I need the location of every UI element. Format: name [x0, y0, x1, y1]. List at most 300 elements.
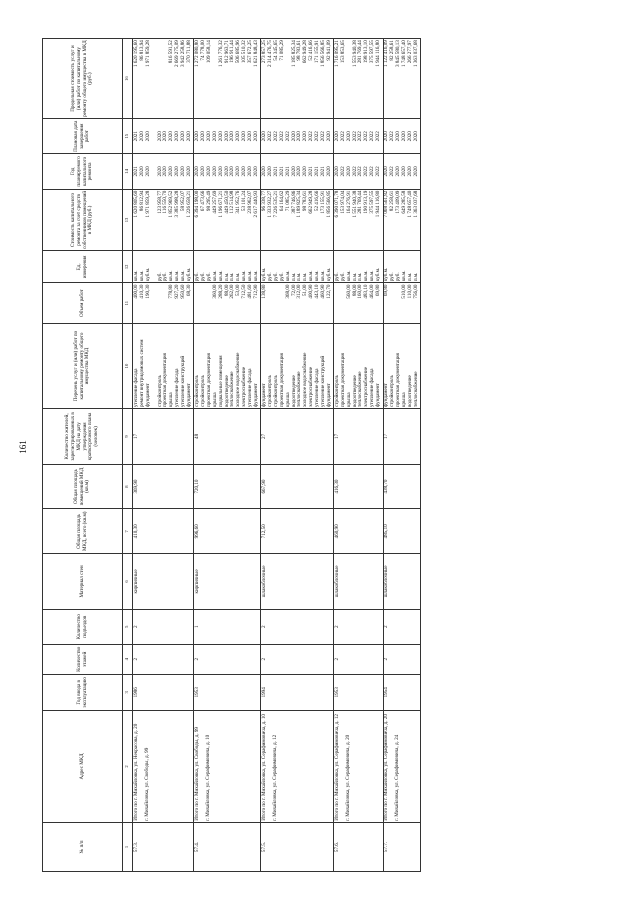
volumes-line: 312,00: [296, 284, 303, 299]
volumes-line: 400,90: [308, 284, 315, 299]
limits-line: 816 591,52: [168, 40, 175, 64]
address-total: Итого по г. Михайловка, ул. Серафимовича, д. 20: [383, 714, 390, 821]
volumes-line: 483,10: [363, 284, 370, 299]
limits-line: 82 258,61: [389, 40, 396, 61]
limits: [334, 39, 383, 119]
end-years: [334, 119, 383, 154]
column-header-10: Перечень услуг и (или) работ по капитальному ремонту общего имущества МКД: [43, 323, 123, 408]
column-number: 9: [123, 409, 133, 464]
units-line: кв.м.: [400, 270, 407, 282]
volumes: [334, 283, 383, 324]
plan-years-line: 2020: [412, 166, 419, 177]
end-years-line: 2020: [325, 131, 332, 142]
address-total: Итого по г. Михайловка, ул. Серафимовича, д. 12: [333, 714, 340, 821]
works-line: утепление конструкций: [180, 355, 187, 407]
column-number: 1: [123, 822, 133, 871]
limits-line: 1 944 116,80: [375, 40, 382, 67]
end-years-line: 2020: [261, 131, 268, 142]
units: [133, 251, 194, 283]
plan-years-line: 2021: [284, 166, 291, 177]
plan-years-line: 2020: [406, 166, 413, 177]
costs: [261, 189, 334, 251]
plan-years: [133, 154, 194, 189]
plan-years-line: 2020: [180, 166, 187, 177]
column-header-4: Количество этажей: [43, 644, 123, 674]
costs-line: 96 338,77: [261, 190, 268, 212]
units-line: п.м.: [351, 272, 358, 282]
works-line: электроснабжение: [241, 367, 248, 407]
area-total: 712,50: [261, 509, 334, 554]
costs-line: 7 226 535,21: [272, 190, 279, 218]
end-years-line: 2022: [357, 131, 364, 142]
units-line: руб.: [194, 272, 201, 282]
plan-years-line: 2021: [272, 166, 279, 177]
works-line: стройконтроль: [199, 374, 206, 407]
works-line: проектная документация: [162, 353, 169, 407]
units-line: руб.: [333, 272, 340, 282]
plan-years-line: 2020: [174, 166, 181, 177]
end-years-line: 2021: [132, 131, 139, 142]
limits-line: 1 716 095,21: [333, 40, 340, 67]
plan-years-line: 2020: [241, 166, 248, 177]
volumes-line: 68,30: [185, 284, 192, 297]
end-years-line: 2020: [185, 131, 192, 142]
plan-years-line: 2022: [389, 166, 396, 177]
table-row: [133, 39, 194, 872]
limits-line: 1 185 825,34: [290, 40, 297, 67]
works-line: крыша: [211, 392, 218, 407]
works-line: утепление фасада: [369, 368, 376, 407]
row-number: 57.4.: [194, 822, 261, 871]
works-line: крыша: [400, 392, 407, 407]
plan-years-line: 2020: [235, 166, 242, 177]
plan-years-line: 2020: [395, 166, 402, 177]
capital-repair-plan-table: [42, 38, 421, 872]
works-line: стройконтроль: [333, 374, 340, 407]
column-number: 5: [123, 609, 133, 644]
limits-line: 273 857,25: [261, 40, 268, 64]
column-number: 4: [123, 644, 133, 674]
end-years-line: 2020: [217, 131, 224, 142]
column-header-13: Стоимость капитального ремонта за счет средств собственников помещений в МКД (руб.): [43, 189, 123, 251]
plan-years-line: 2020: [252, 166, 259, 177]
units-line: кв.м.: [319, 270, 326, 282]
volumes-line: 778,80: [168, 284, 175, 299]
volumes-line: 51,00: [302, 284, 309, 297]
limits-line: 196 911,44: [229, 40, 236, 63]
plan-years: [261, 154, 334, 189]
costs-line: 98 783,61: [302, 190, 309, 212]
end-years-line: 2022: [284, 131, 291, 142]
works-line: электроснабжение: [308, 367, 315, 407]
volumes-line: 560,00: [345, 284, 352, 299]
address: г. Михайловка, ул. Серафимовича, д. 10: [204, 734, 211, 821]
plan-years-line: 2020: [333, 166, 340, 177]
limits-line: 2 314 476,75: [266, 40, 273, 67]
works-line: теплоснабжение: [296, 371, 303, 407]
plan-years-line: 2020: [290, 166, 297, 177]
end-years-line: 2020: [168, 131, 175, 142]
costs-line: 116 550,70: [162, 190, 169, 214]
limits-line: 662 949,28: [302, 40, 309, 64]
wall-material: шлакоблочные: [334, 554, 383, 609]
costs-line: 375 597,55: [369, 190, 376, 214]
plan-years-line: 2022: [369, 166, 376, 177]
plan-years-line: 2020: [302, 166, 309, 177]
volumes-line: 400,00: [132, 284, 139, 299]
column-number-row: [123, 39, 133, 872]
works-line: теплоснабжение: [412, 371, 419, 407]
volumes-line: 88,00: [351, 284, 358, 297]
costs-line: 3 385 998,28: [174, 190, 181, 218]
limits-line: 171 155,91: [314, 40, 321, 64]
works-line: стройконтроль: [266, 374, 273, 407]
limits-line: 506 685,96: [235, 40, 242, 64]
volumes: [133, 283, 194, 324]
address-cell: [334, 710, 383, 822]
plan-years-line: 2022: [351, 166, 358, 177]
units-line: кв.м.: [217, 270, 224, 282]
limits-line: 198 913,10: [363, 40, 370, 64]
plan-years-line: 2020: [156, 166, 163, 177]
wall-material: кирпичные: [194, 554, 261, 609]
units-line: куб.м.: [261, 267, 268, 282]
costs-line: 98 295,49: [205, 190, 212, 212]
row-number: 57.7.: [383, 822, 421, 871]
table-row: [261, 39, 334, 872]
end-years-line: 2020: [290, 131, 297, 142]
plan-years-line: 2020: [199, 166, 206, 177]
costs-line: 6 394 198,00: [194, 190, 201, 218]
address-cell: [261, 710, 334, 822]
column-number: 15: [123, 119, 133, 154]
limits-line: 375 597,55: [369, 40, 376, 64]
end-years-line: 2020: [296, 131, 303, 142]
end-years-line: 2020: [199, 131, 206, 142]
column-number: 11: [123, 283, 133, 324]
column-number: 8: [123, 464, 133, 509]
volumes: [194, 283, 261, 324]
volumes-line: 360,00: [211, 284, 218, 299]
end-years-line: 2020: [194, 131, 201, 142]
end-years-line: 2020: [223, 131, 230, 142]
plan-years-line: 2020: [205, 166, 212, 177]
plan-years-line: 2022: [375, 166, 382, 177]
units-line: руб.: [156, 272, 163, 282]
plan-years-line: 2021: [308, 166, 315, 177]
limits-line: 3 942 258,86: [180, 40, 187, 67]
volumes-line: 72,00: [290, 284, 297, 297]
end-years-line: 2022: [375, 131, 382, 142]
costs-line: 1 944 116,80: [375, 190, 382, 218]
end-years-line: 2020: [247, 131, 254, 142]
units-line: куб.м.: [185, 267, 192, 282]
limits-line: 92 941,09: [325, 40, 332, 61]
column-number: 6: [123, 554, 133, 609]
volumes: [383, 283, 421, 324]
works-line: утепление фасада: [247, 368, 254, 407]
works-line: фундамент: [261, 383, 268, 407]
units-line: куб.м.: [325, 267, 332, 282]
residents: 17: [334, 409, 383, 464]
end-years-line: 2020: [180, 131, 187, 142]
units-line: п.м.: [406, 272, 413, 282]
works-line: фундамент: [383, 383, 390, 407]
works-line: крыша: [168, 392, 175, 407]
units-line: кв.м.: [168, 270, 175, 282]
costs-line: 1 551 940,38: [351, 190, 358, 218]
end-years-line: 2020: [174, 131, 181, 142]
end-years-line: 2020: [211, 131, 218, 142]
column-number: 10: [123, 323, 133, 408]
units-line: кв.м.: [308, 270, 315, 282]
build-year: 1954: [383, 674, 421, 710]
limits-line: 3 845 580,13: [395, 40, 402, 67]
units-line: п.м.: [302, 272, 309, 282]
plan-years-line: 2020: [296, 166, 303, 177]
units-line: куб.м.: [375, 267, 382, 282]
plan-years-line: 2020: [194, 166, 201, 177]
works-line: проектная документация: [205, 353, 212, 407]
end-years: [133, 119, 194, 154]
works-line: крыша: [284, 392, 291, 407]
end-years-line: 2020: [383, 131, 390, 142]
end-years-line: 2020: [241, 131, 248, 142]
costs-line: 173 409,09: [395, 190, 402, 214]
works-line: проектная документация: [278, 353, 285, 407]
units: [334, 251, 383, 283]
table-row: [383, 39, 421, 872]
units-line: п.м.: [235, 272, 242, 282]
plan-years: [334, 154, 383, 189]
row-number: 57.3.: [133, 822, 194, 871]
table-body: [133, 39, 421, 872]
works-line: водоотведение: [223, 375, 230, 407]
plan-years-line: 2020: [144, 166, 151, 177]
costs-line: 1 856 566,85: [325, 190, 332, 218]
area-total: 996,60: [194, 509, 261, 554]
area-total: 485,10: [383, 509, 421, 554]
volumes-line: 288,20: [217, 284, 224, 299]
works-line: фундамент: [144, 383, 151, 407]
works-line: утепление фасада: [132, 368, 139, 407]
costs-line: 449 450,50: [223, 190, 230, 214]
volumes-line: 464,00: [369, 284, 376, 299]
limits-line: 912 963,71: [223, 40, 230, 64]
end-years-line: 2022: [339, 131, 346, 142]
limits-line: 1 971 859,28: [144, 40, 151, 67]
works-line: фундамент: [252, 383, 259, 407]
plan-years-line: 2021: [319, 166, 326, 177]
end-years-line: 2022: [266, 131, 273, 142]
plan-years-line: 2020: [223, 166, 230, 177]
end-years-line: 2022: [278, 131, 285, 142]
address-cell: [383, 710, 421, 822]
limits: [194, 39, 261, 119]
residents: 27: [261, 409, 334, 464]
column-header-16: Предельная стоимость услуг и (или) работ по капитальному ремонту общего имущества в МКД (руб.): [43, 39, 123, 119]
end-years: [194, 119, 261, 154]
volumes-line: 756,00: [412, 284, 419, 299]
end-years-line: 2020: [162, 131, 169, 142]
plan-years-line: 2020: [266, 166, 273, 177]
limits-line: 98 783,61: [296, 40, 303, 61]
address-cell: [133, 710, 194, 822]
end-years-line: 2020: [400, 131, 407, 142]
end-years-line: 2022: [272, 131, 279, 142]
costs-line: 82 258,61: [389, 190, 396, 212]
volumes-line: 190,30: [144, 284, 151, 299]
plan-years-line: 2020: [168, 166, 175, 177]
volumes-line: 69,80: [383, 284, 390, 297]
limits-line: 153 853,65: [339, 40, 346, 64]
volumes-line: 122,70: [325, 284, 332, 299]
wall-material: шлакоблочные: [261, 554, 334, 609]
units-line: п.м.: [412, 272, 419, 282]
units-line: п.м.: [296, 272, 303, 282]
address-total: Итого по г. Михайловка, ул. Серафимовича, д. 10: [261, 714, 268, 821]
units-line: кв.м.: [174, 270, 181, 282]
area-rooms: 667,90: [261, 464, 334, 509]
column-header-1: № п/п: [43, 822, 123, 871]
volumes-line: 927,20: [174, 284, 181, 299]
units-line: руб.: [278, 272, 285, 282]
area-rooms: 720,10: [194, 464, 261, 509]
costs-line: 1 852 969,52: [168, 190, 175, 218]
works-line: холодное водоснабжение: [302, 352, 309, 407]
plan-years-line: 2022: [339, 166, 346, 177]
units-line: руб.: [162, 272, 169, 282]
costs-line: 662 949,28: [308, 190, 315, 214]
plan-years-line: 2020: [247, 166, 254, 177]
column-number: 7: [123, 509, 133, 554]
plan-years-line: 2020: [383, 166, 390, 177]
units-line: куб.м.: [383, 267, 390, 282]
address: г. Михайловка, ул. Свободы, д. 99: [143, 747, 150, 821]
plan-years: [383, 154, 421, 189]
works-line: ремонт внутридомовых систем: [138, 339, 145, 407]
build-year: 1986: [133, 674, 194, 710]
area-rooms: 438,70: [383, 464, 421, 509]
end-years-line: 2022: [308, 131, 315, 142]
end-years-line: 2020: [406, 131, 413, 142]
plan-years-line: 2020: [138, 166, 145, 177]
plan-years-line: 2020: [185, 166, 192, 177]
end-years-line: 2020: [252, 131, 259, 142]
works-line: холодное водоснабжение: [235, 352, 242, 407]
end-years-line: 2020: [138, 131, 145, 142]
limits-line: 52 416,66: [308, 40, 315, 61]
end-years-line: 2022: [351, 131, 358, 142]
volumes-line: 138,80: [261, 284, 268, 299]
costs-line: 1 226 658,21: [185, 190, 192, 218]
costs-line: 1 363 037,68: [412, 190, 419, 218]
end-years-line: 2020: [144, 131, 151, 142]
works-line: фундамент: [325, 383, 332, 407]
end-years-line: 2020: [235, 131, 242, 142]
works-line: водоотведение: [290, 375, 297, 407]
address-cell: [194, 710, 261, 822]
build-year: 1953: [194, 674, 261, 710]
limits: [383, 39, 421, 119]
costs-line: 164 276,91: [345, 190, 352, 214]
limits-line: 357 672,25: [247, 40, 254, 64]
works-line: водоотведение: [351, 375, 358, 407]
limits-line: 1 272 080,80: [194, 40, 201, 67]
works-line: водоотведение: [406, 375, 413, 407]
plan-years-line: 2021: [278, 166, 285, 177]
limits-line: 281 769,44: [357, 40, 364, 64]
plan-years-line: 2020: [325, 166, 332, 177]
column-header-15: Плановая дата завершения работ: [43, 119, 123, 154]
costs-line: 1 333 932,27: [266, 190, 273, 218]
units: [261, 251, 334, 283]
limits-line: 2 669 275,09: [174, 40, 181, 67]
entrances: 2: [334, 609, 383, 644]
costs: [194, 189, 261, 251]
works: [383, 323, 421, 408]
costs-line: 387 746,86: [290, 190, 297, 214]
costs-line: 52 416,66: [314, 190, 321, 212]
costs-line: 1 971 859,28: [144, 190, 151, 218]
table-row: [334, 39, 383, 872]
address-total: Итого по г. Михайловка, ул. Некрасова, д. 20: [132, 723, 139, 821]
end-years-line: 2020: [333, 131, 340, 142]
volumes-line: 443,10: [314, 284, 321, 299]
column-number: 12: [123, 251, 133, 283]
limits-line: 74 778,00: [199, 40, 206, 61]
plan-years-line: 2020: [229, 166, 236, 177]
limits: [133, 39, 194, 119]
costs-line: 449 257,69: [211, 190, 218, 214]
row-number: 57.5.: [261, 822, 334, 871]
column-header-14: Год планируемого капитального ремонта: [43, 154, 123, 189]
floors: 2: [334, 644, 383, 674]
end-years-line: 2020: [229, 131, 236, 142]
works-line: стройконтроль: [272, 374, 279, 407]
address: г. Михайловка, ул. Серафимовича, д. 20: [344, 734, 351, 821]
costs-line: 341 952,76: [235, 190, 242, 214]
plan-years-line: 2021: [132, 166, 139, 177]
column-number: 13: [123, 189, 133, 251]
costs-line: 190 913,19: [363, 190, 370, 214]
floors: 2: [133, 644, 194, 674]
units: [194, 251, 261, 283]
limits-line: 1 856 566,85: [319, 40, 326, 67]
volumes-line: 410,30: [138, 284, 145, 299]
end-years: [383, 119, 421, 154]
units-line: кв.м.: [247, 270, 254, 282]
limits-line: 370 711,88: [185, 40, 192, 63]
works-line: проектная документация: [395, 353, 402, 407]
costs-line: 2 617 440,93: [252, 190, 259, 218]
area-rooms: 369,90: [133, 464, 194, 509]
column-number: 3: [123, 674, 133, 710]
works-line: фундамент: [185, 383, 192, 407]
end-years-line: 2022: [314, 131, 321, 142]
end-years-line: 2022: [369, 131, 376, 142]
volumes-line: 368,00: [284, 284, 291, 299]
entrances: 1: [194, 609, 261, 644]
plan-years-line: 2022: [357, 166, 364, 177]
units-line: кв.м.: [180, 270, 187, 282]
residents: 17: [133, 409, 194, 464]
column-header-12: Ед. измерения: [43, 251, 123, 283]
limits-line: 1 261 776,32: [217, 40, 224, 67]
build-year: 1953: [334, 674, 383, 710]
works-line: теплоснабжение: [229, 371, 236, 407]
costs-line: 281 769,44: [357, 190, 364, 214]
